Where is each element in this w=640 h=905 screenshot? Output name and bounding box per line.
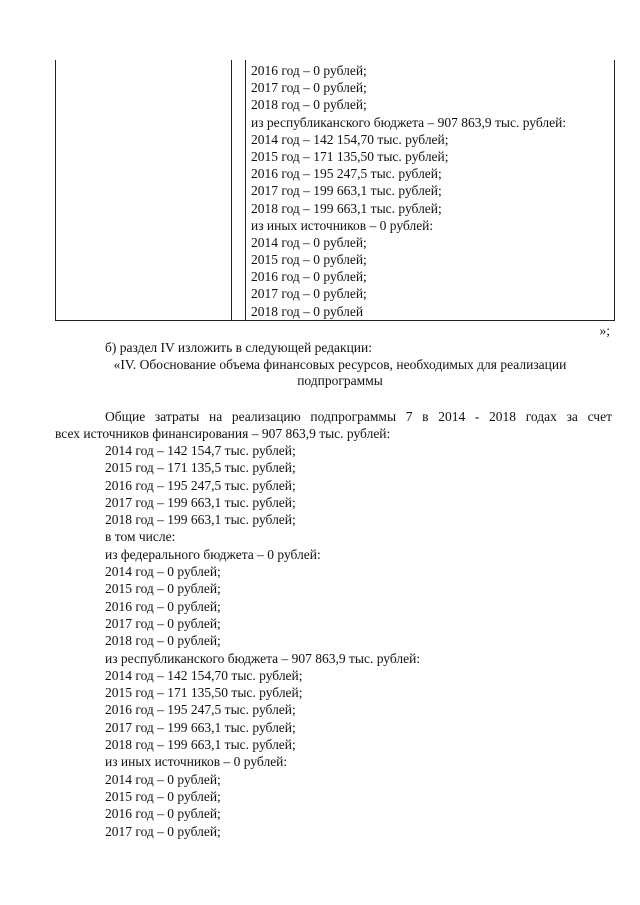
list-line: 2018 год – 199 663,1 тыс. рублей; xyxy=(105,737,296,753)
table-line: 2018 год – 0 рублей xyxy=(251,303,364,319)
table-line: из республиканского бюджета – 907 863,9 тыс. рублей: xyxy=(251,114,567,130)
section-heading-line: «IV. Обоснование объема финансовых ресурсов, необходимых для реализации xyxy=(113,357,567,372)
list-line: 2017 год – 199 663,1 тыс. рублей; xyxy=(105,494,296,510)
table-line: из иных источников – 0 рублей: xyxy=(251,217,434,233)
funding-list xyxy=(105,442,420,840)
list-line: из иных источников – 0 рублей: xyxy=(105,754,288,770)
list-line: из республиканского бюджета – 907 863,9 тыс. рублей: xyxy=(105,650,421,666)
table-line: 2016 год – 195 247,5 тыс. рублей; xyxy=(251,166,442,182)
list-line: из федерального бюджета – 0 рублей: xyxy=(105,546,321,562)
list-line: в том числе: xyxy=(105,529,176,545)
table-line: 2015 год – 0 рублей; xyxy=(251,252,367,268)
list-line: 2018 год – 199 663,1 тыс. рублей; xyxy=(105,512,296,528)
list-line: 2017 год – 0 рублей; xyxy=(105,823,221,839)
list-line: 2014 год – 142 154,7 тыс. рублей; xyxy=(105,443,296,458)
list-line: 2015 год – 0 рублей; xyxy=(105,581,221,597)
body-paragraph xyxy=(55,409,612,442)
list-line: 2018 год – 0 рублей; xyxy=(105,633,221,649)
body-paragraph-line: Общие затраты на реализацию подпрограммы 7 в 2014 - 2018 годах за счет xyxy=(105,409,612,424)
list-line: 2015 год – 0 рублей; xyxy=(105,788,221,804)
table-cell-text xyxy=(251,62,610,320)
table-line: 2018 год – 0 рублей; xyxy=(251,97,367,113)
table-column-divider xyxy=(245,60,246,320)
list-line: 2014 год – 0 рублей; xyxy=(105,564,221,580)
table-line: 2017 год – 199 663,1 тыс. рублей; xyxy=(251,183,442,199)
list-line: 2014 год – 0 рублей; xyxy=(105,771,221,787)
table-column-divider xyxy=(231,60,232,320)
table-line: 2014 год – 0 рублей; xyxy=(251,234,367,250)
list-line: 2016 год – 195 247,5 тыс. рублей; xyxy=(105,477,296,493)
table-line: 2016 год – 0 рублей; xyxy=(251,63,367,78)
table-line: 2017 год – 0 рублей; xyxy=(251,80,367,96)
list-line: 2016 год – 195 247,5 тыс. рублей; xyxy=(105,702,296,718)
list-line: 2015 год – 171 135,5 тыс. рублей; xyxy=(105,460,296,476)
list-line: 2014 год – 142 154,70 тыс. рублей; xyxy=(105,667,303,683)
table-line: 2017 год – 0 рублей; xyxy=(251,286,367,302)
list-line: 2017 год – 0 рублей; xyxy=(105,615,221,631)
list-line: 2016 год – 0 рублей; xyxy=(105,598,221,614)
table-line: 2018 год – 199 663,1 тыс. рублей; xyxy=(251,200,442,216)
closing-quote: »; xyxy=(599,323,610,338)
paragraph-b: б) раздел IV изложить в следующей редакции: xyxy=(105,340,373,355)
table-line: 2015 год – 171 135,50 тыс. рублей; xyxy=(251,148,449,164)
body-paragraph-line: всех источников финансирования – 907 863,9 тыс. рублей: xyxy=(55,425,391,441)
funding-table xyxy=(55,60,615,321)
section-heading xyxy=(70,357,610,389)
section-heading-line: подпрограммы xyxy=(297,373,383,388)
table-line: 2014 год – 142 154,70 тыс. рублей; xyxy=(251,131,449,147)
list-line: 2016 год – 0 рублей; xyxy=(105,806,221,822)
table-line: 2016 год – 0 рублей; xyxy=(251,269,367,285)
list-line: 2017 год – 199 663,1 тыс. рублей; xyxy=(105,719,296,735)
list-line: 2015 год – 171 135,50 тыс. рублей; xyxy=(105,685,303,701)
